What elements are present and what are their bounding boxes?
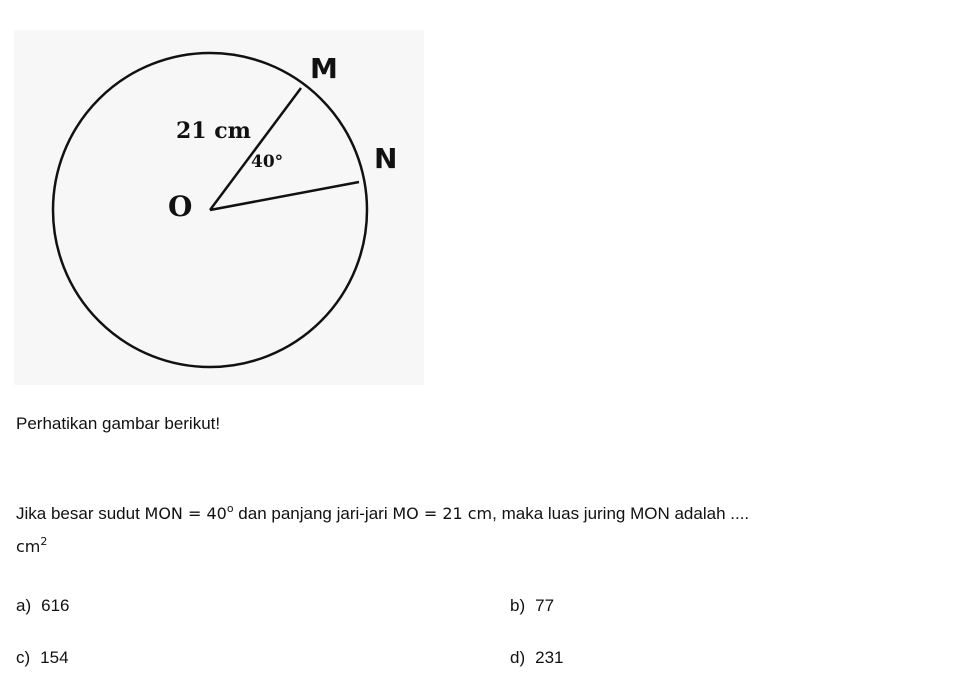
equals-sign-1: =	[182, 504, 207, 523]
option-c-letter: c)	[16, 648, 31, 667]
option-c[interactable]	[16, 648, 69, 668]
option-a-value: 616	[41, 596, 70, 615]
option-a[interactable]	[16, 596, 70, 616]
point-n-label: N	[374, 142, 398, 175]
unit-base: cm	[16, 537, 41, 556]
option-c-value: 154	[40, 648, 69, 667]
radius-label: 21 cm	[176, 118, 251, 144]
radius-on	[210, 182, 359, 210]
point-o-label: O	[168, 190, 193, 223]
point-m-label: M	[310, 52, 338, 85]
unit-exponent: 2	[40, 535, 48, 548]
option-b-value: 77	[535, 596, 555, 615]
radius-value: 21 cm	[442, 504, 493, 523]
question-part1: Jika besar sudut	[16, 504, 145, 523]
circle-sector-figure	[14, 30, 424, 385]
angle-name: MON	[144, 504, 183, 523]
question-part3: , maka luas juring MON adalah ....	[492, 504, 750, 523]
question-part2: dan panjang jari-jari	[233, 504, 393, 523]
instruction-text: Perhatikan gambar berikut!	[16, 414, 221, 433]
option-d[interactable]	[510, 648, 564, 668]
angle-label: 40°	[251, 152, 284, 172]
degree-superscript: o	[226, 502, 234, 515]
angle-value: 40	[206, 504, 227, 523]
option-d-value: 231	[535, 648, 564, 667]
option-b-letter: b)	[510, 596, 526, 615]
radius-om	[210, 88, 301, 210]
equals-sign-2: =	[418, 504, 443, 523]
circle-diagram	[14, 30, 424, 385]
option-b[interactable]	[510, 596, 554, 616]
question-text	[16, 497, 966, 563]
radius-name: MO	[392, 504, 419, 523]
option-d-letter: d)	[510, 648, 526, 667]
option-a-letter: a)	[16, 596, 32, 615]
